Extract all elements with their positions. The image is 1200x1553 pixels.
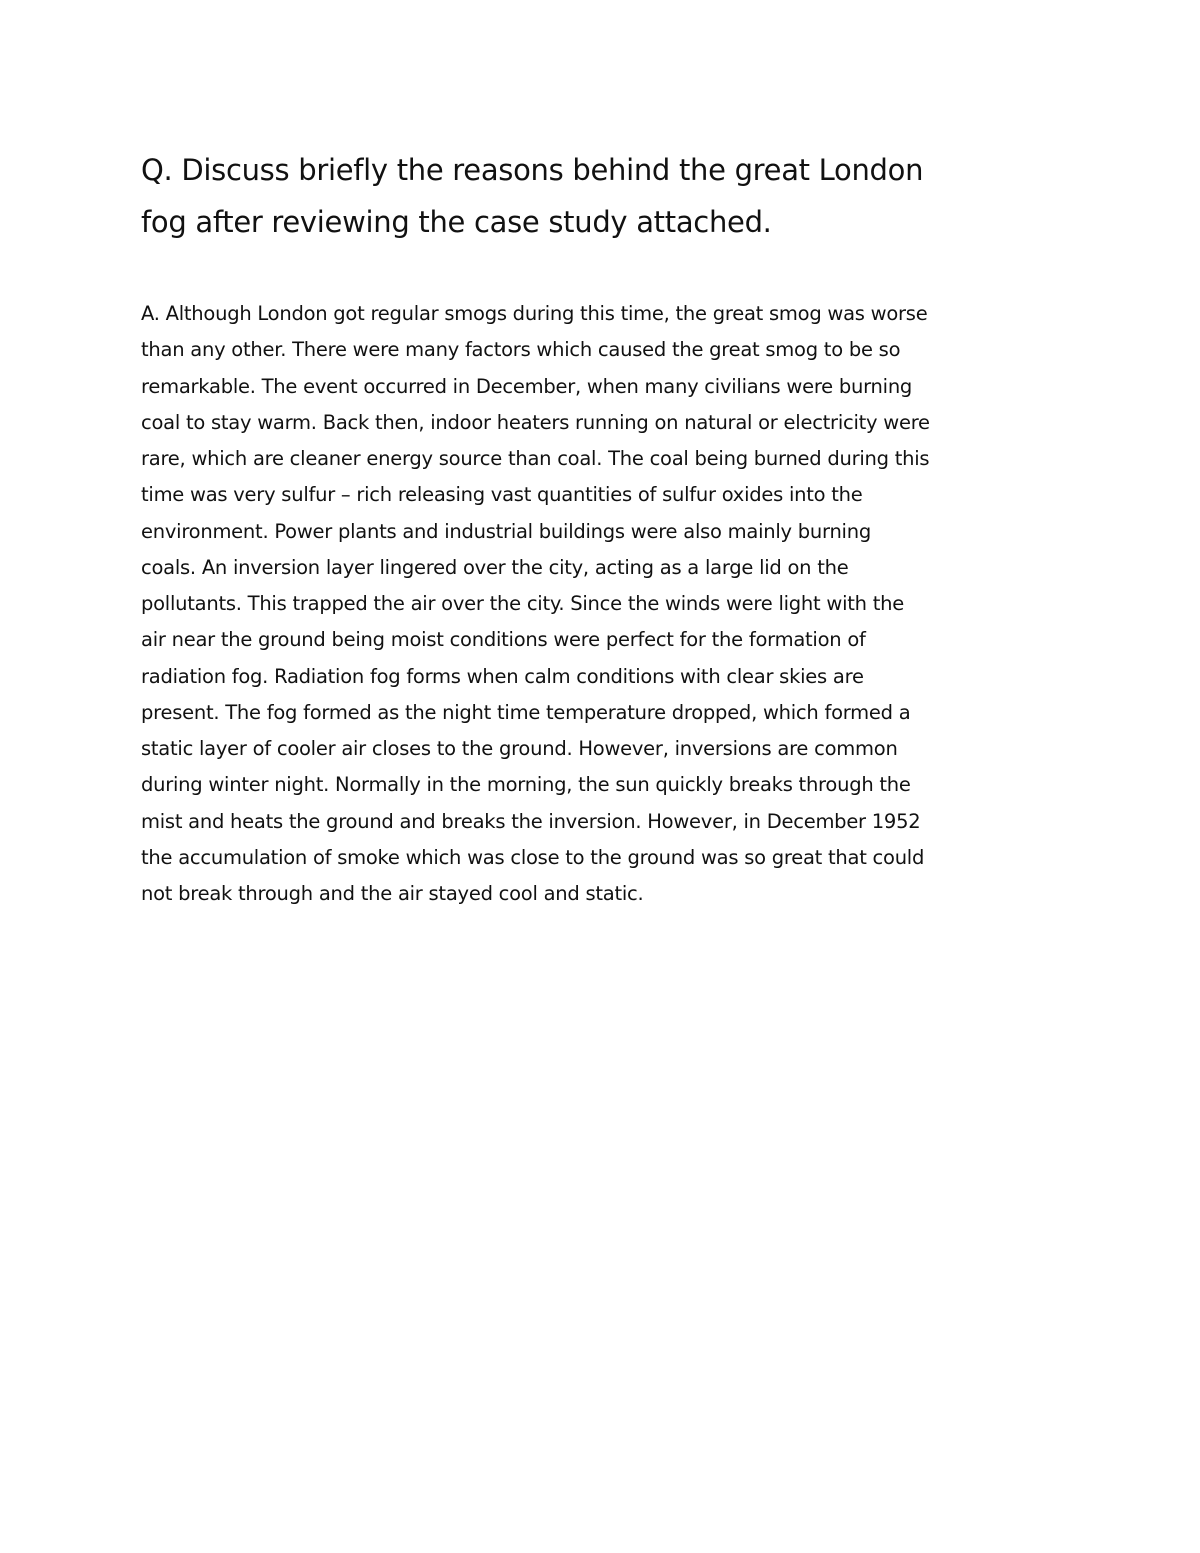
answer-line: rare, which are cleaner energy source than coal. The coal being burned during this xyxy=(141,447,930,470)
answer-line: environment. Power plants and industrial buildings were also mainly burning xyxy=(141,519,871,543)
answer-line: present. The fog formed as the night time temperature dropped, which formed a xyxy=(141,700,911,724)
answer-line: during winter night. Normally in the morning, the sun quickly breaks through the xyxy=(141,773,911,797)
answer-line: the accumulation of smoke which was close to the ground was so great that could xyxy=(141,845,925,869)
answer-line: A. Although London got regular smogs during this time, the great smog was worse xyxy=(141,302,928,325)
answer-line: air near the ground being moist conditions were perfect for the formation of xyxy=(141,628,866,652)
answer-line: coal to stay warm. Back then, indoor heaters running on natural or electricity were xyxy=(141,410,930,434)
answer-line: mist and heats the ground and breaks the inversion. However, in December 1952 xyxy=(141,809,921,833)
answer-line: pollutants. This trapped the air over the city. Since the winds were light with the xyxy=(141,592,904,615)
answer-line: static layer of cooler air closes to the ground. However, inversions are common xyxy=(141,737,898,760)
answer-line: radiation fog. Radiation fog forms when calm conditions with clear skies are xyxy=(141,664,864,688)
answer-paragraph xyxy=(141,296,1081,912)
question-line: fog after reviewing the case study attached. xyxy=(141,205,772,239)
answer-line: coals. An inversion layer lingered over the city, acting as a large lid on the xyxy=(141,555,849,579)
answer-line: than any other. There were many factors which caused the great smog to be so xyxy=(141,338,901,362)
answer-line: time was very sulfur – rich releasing vast quantities of sulfur oxides into the xyxy=(141,483,863,507)
question-line: Q. Discuss briefly the reasons behind the great London xyxy=(141,153,924,187)
question-heading xyxy=(141,144,1061,248)
answer-line: not break through and the air stayed cool and static. xyxy=(141,882,644,905)
answer-line: remarkable. The event occurred in December, when many civilians were burning xyxy=(141,374,913,398)
